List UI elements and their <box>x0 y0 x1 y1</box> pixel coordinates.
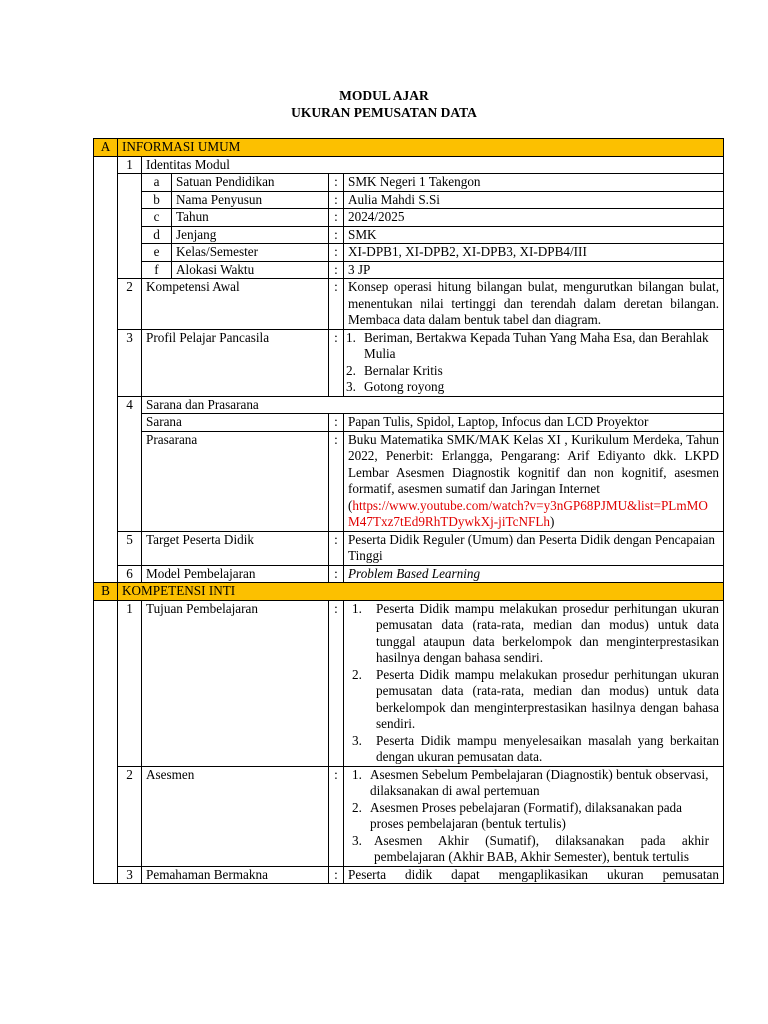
table-row: f Alokasi Waktu : 3 JP <box>94 261 724 279</box>
asesmen-row: 2 Asesmen : 1. Asesmen Sebelum Pembelajaran (Diagnostik) bentuk observasi, dilaksanakan di awal pertemuan 2. Asesmen Proses pebelajaran (Formatif), dilaksanakan pada proses pembelajaran (bentuk tertulis) 3. Asesmen Akhir (Sumatif), dilaksanakan pada akhir pembelajaran (Akhir BAB, Akhir Semester), bentuk tertulis <box>94 766 724 866</box>
target-value: Peserta Didik Reguler (Umum) dan Peserta Didik dengan Pencapaian Tinggi <box>344 531 724 565</box>
list-item: 3. Peserta Didik mampu menyelesaikan masalah yang berkaitan dengan ukuran pemusatan data. <box>352 732 719 764</box>
identitas-number: 1 <box>118 156 142 174</box>
target-row: 5 Target Peserta Didik : Peserta Didik Reguler (Umum) dan Peserta Didik dengan Pencapaian Tinggi <box>94 531 724 565</box>
tujuan-row: 1 Tujuan Pembelajaran : 1. Peserta Didik mampu melakukan prosedur perhitungan ukuran pemusatan data (rata-rata, median dan modus) untuk data tunggal ataupun data berkelompok dan menginterprestasikan hasilnya dengan bahasa sendiri. 2. Peserta Didik mampu melakukan prosedur perhitungan ukuran pemusatan data (rata-rata, median dan modus) untuk data berkelompok dan menginterprestasikan hasilnya dengan bahasa sendiri. 3. Peserta Didik mampu menyelesaikan masalah yang berkaitan dengan ukuran pemusatan data. <box>94 600 724 766</box>
list-item: 1. Peserta Didik mampu melakukan prosedur perhitungan ukuran pemusatan data (rata-rata, median dan modus) untuk data tunggal ataupun data berkelompok dan menginterprestasikan hasilnya dengan bahasa sendiri. <box>352 600 719 665</box>
kelas-semester-value: XI-DPB1, XI-DPB2, XI-DPB3, XI-DPB4/III <box>344 244 724 262</box>
model-row: 6 Model Pembelajaran : Problem Based Learning <box>94 565 724 583</box>
title-line-2: UKURAN PEMUSATAN DATA <box>291 105 477 120</box>
model-value: Problem Based Learning <box>344 565 724 583</box>
sarana-header-row: 4 Sarana dan Prasarana <box>94 396 724 414</box>
section-b-row <box>94 583 724 601</box>
section-a-letter: A <box>94 139 118 157</box>
table-row: b Nama Penyusun : Aulia Mahdi S.Si <box>94 191 724 209</box>
identitas-row <box>94 156 724 174</box>
section-a-title: INFORMASI UMUM <box>118 139 724 157</box>
list-item: 2. Asesmen Proses pebelajaran (Formatif), dilaksanakan pada proses pembelajaran (bentuk tertulis) <box>352 799 682 831</box>
prasarana-value: Buku Matematika SMK/MAK Kelas XI , Kurikulum Merdeka, Tahun 2022, Penerbit: Erlangga, Pengarang: Arif Ediyanto dkk. LKPD Lembar Asesmen Diagnostik kognitif dan non kognitif, asesmen formatif, asesmen sumatif dan Jaringan Internet (https://www.youtube.com/watch?v=y3nGP68PJMU&list=PLmMOM47Txz7tEd9RhTDywkXj-jiTcNFLh) <box>344 431 724 531</box>
section-b-letter: B <box>94 583 118 601</box>
tujuan-list <box>344 600 724 766</box>
list-item: 3. Gotong royong <box>346 379 445 394</box>
kompetensi-awal-value: Konsep operasi hitung bilangan bulat, mengurutkan bilangan bulat, menentukan nilai tertinggi dan terendah dalam deretan bilangan. Membaca data dalam bentuk tabel dan diagram. <box>344 279 724 330</box>
kompetensi-awal-row: 2 Kompetensi Awal : Konsep operasi hitung bilangan bulat, mengurutkan bilangan bulat, menentukan nilai tertinggi dan terendah dalam deretan bilangan. Membaca data dalam bentuk tabel dan diagram. <box>94 279 724 330</box>
module-table <box>93 138 724 884</box>
jenjang-value: SMK <box>344 226 724 244</box>
list-item: 1. Asesmen Sebelum Pembelajaran (Diagnostik) bentuk observasi, dilaksanakan di awal pertemuan <box>352 766 709 798</box>
asesmen-list <box>344 766 724 866</box>
prasarana-row: Prasarana : Buku Matematika SMK/MAK Kelas XI , Kurikulum Merdeka, Tahun 2022, Penerbit: Erlangga, Pengarang: Arif Ediyanto dkk. LKPD Lembar Asesmen Diagnostik kognitif dan non kognitif, asesmen formatif, asesmen sumatif dan Jaringan Internet (https://www.youtube.com/watch?v=y3nGP68PJMU&list=PLmMOM47Txz7tEd9RhTDywkXj-jiTcNFLh) <box>94 431 724 531</box>
table-row: d Jenjang : SMK <box>94 226 724 244</box>
youtube-link[interactable]: https://www.youtube.com/watch?v=y3nGP68PJMU&list=PLmMOM47Txz7tEd9RhTDywkXj-jiTcNFLh <box>348 497 708 529</box>
table-row: c Tahun : 2024/2025 <box>94 209 724 227</box>
list-item: 2. Bernalar Kritis <box>346 362 443 378</box>
list-item: 2. Peserta Didik mampu melakukan prosedur perhitungan ukuran pemusatan data (rata-rata, median dan modus) untuk data berkelompok dan menginterprestasikan hasilnya dengan bahasa sendiri. <box>352 666 719 731</box>
identitas-label: Identitas Modul <box>142 156 724 174</box>
satuan-pendidikan-value: SMK Negeri 1 Takengon <box>344 174 724 192</box>
list-item: 3. Asesmen Akhir (Sumatif), dilaksanakan pada akhir pembelajaran (Akhir BAB, Akhir Semester), bentuk tertulis <box>352 832 709 864</box>
nama-penyusun-value: Aulia Mahdi S.Si <box>344 191 724 209</box>
page-title <box>0 87 768 121</box>
profil-list <box>344 329 724 396</box>
alokasi-waktu-value: 3 JP <box>344 261 724 279</box>
sarana-value: Papan Tulis, Spidol, Laptop, Infocus dan LCD Proyektor <box>344 414 724 432</box>
profil-row: 3 Profil Pelajar Pancasila : 1. Beriman, Bertakwa Kepada Tuhan Yang Maha Esa, dan Berahlak Mulia 2. Bernalar Kritis 3. Gotong royong <box>94 329 724 396</box>
title-line-1: MODUL AJAR <box>339 88 429 103</box>
list-item: 1. Beriman, Bertakwa Kepada Tuhan Yang Maha Esa, dan Berahlak Mulia <box>346 329 709 361</box>
table-row: e Kelas/Semester : XI-DPB1, XI-DPB2, XI-DPB3, XI-DPB4/III <box>94 244 724 262</box>
table-row: a Satuan Pendidikan : SMK Negeri 1 Takengon <box>94 174 724 192</box>
section-a-row <box>94 139 724 157</box>
tahun-value: 2024/2025 <box>344 209 724 227</box>
section-b-title: KOMPETENSI INTI <box>118 583 724 601</box>
pemahaman-row: 3 Pemahaman Bermakna : Peserta didik dapat mengaplikasikan ukuran pemusatan <box>94 866 724 884</box>
sarana-row: Sarana : Papan Tulis, Spidol, Laptop, Infocus dan LCD Proyektor <box>94 414 724 432</box>
pemahaman-value: Peserta didik dapat mengaplikasikan ukuran pemusatan <box>344 866 724 884</box>
